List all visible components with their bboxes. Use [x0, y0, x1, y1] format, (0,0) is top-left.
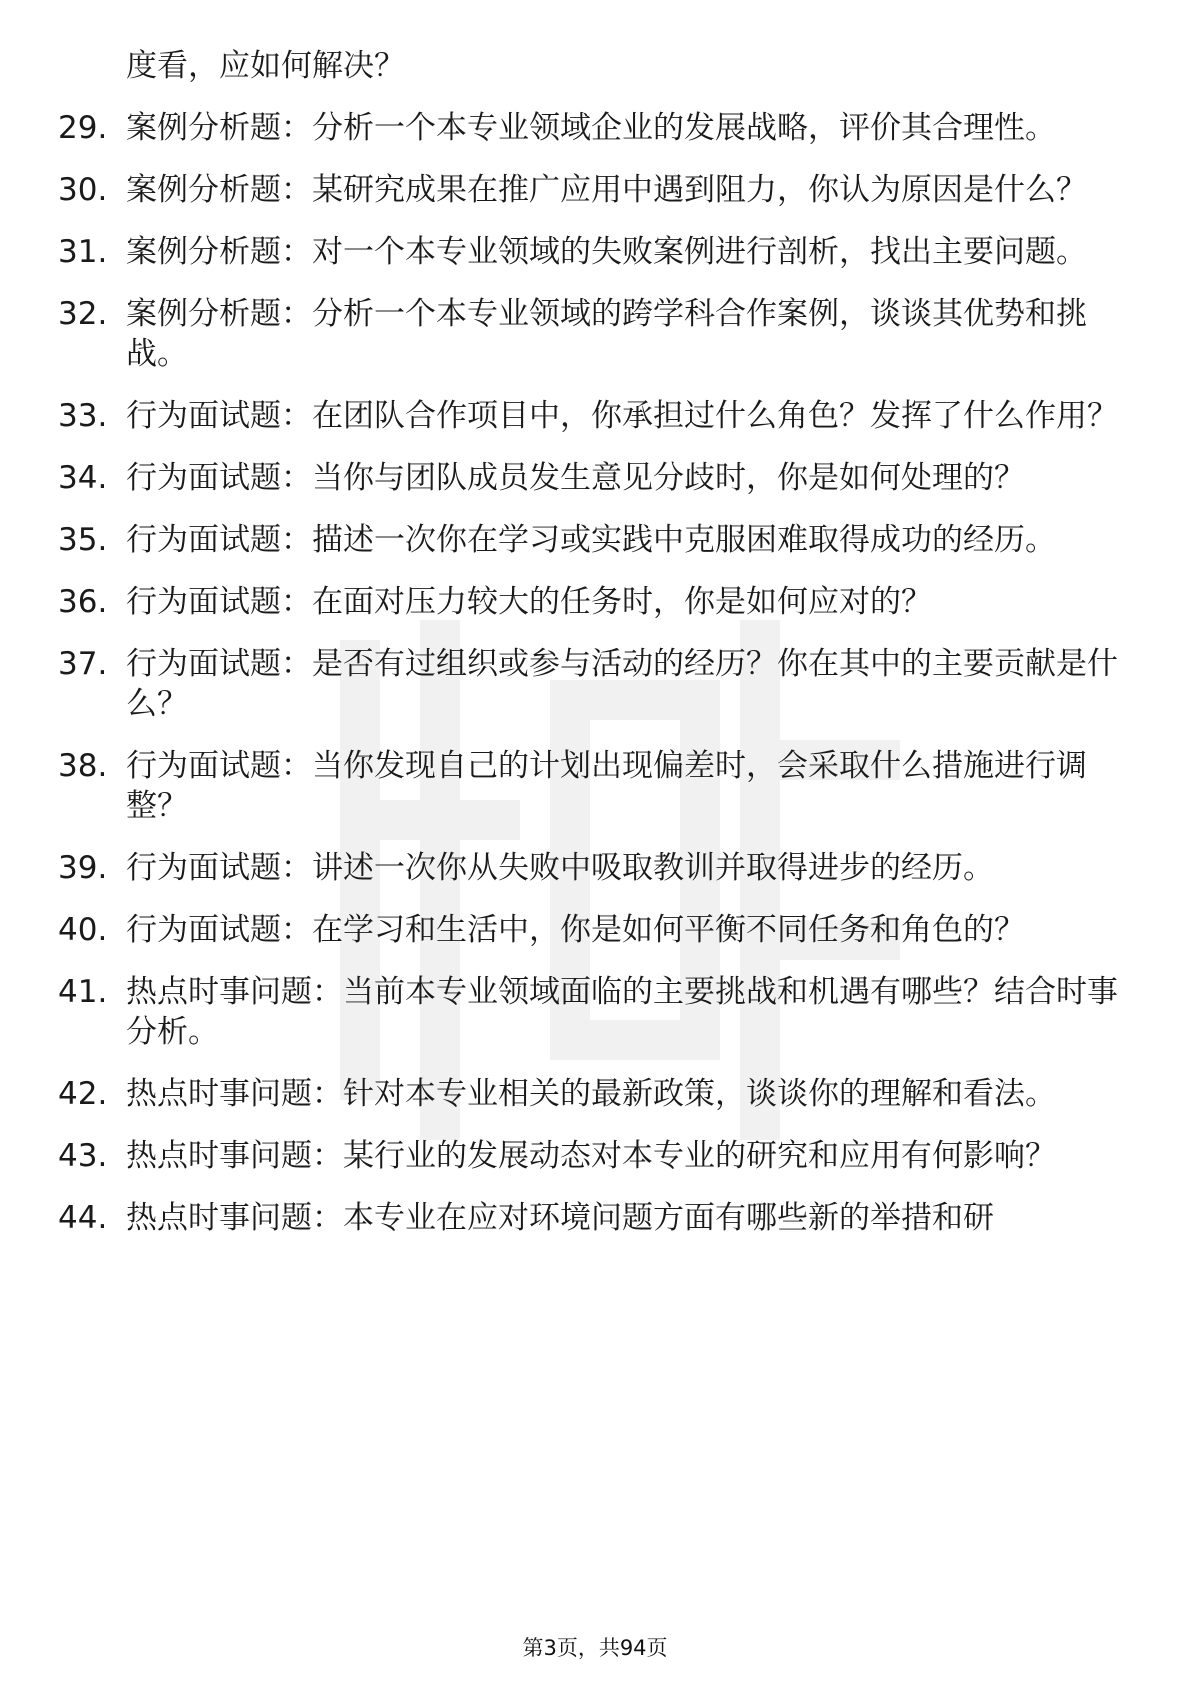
item-text: 热点时事问题：当前本专业领域面临的主要挑战和机遇有哪些？结合时事分析。: [126, 974, 1118, 1050]
list-item: [58, 644, 1118, 724]
item-text: 行为面试题：当你发现自己的计划出现偏差时，会采取什么措施进行调整？: [126, 748, 1087, 824]
item-text: 行为面试题：当你与团队成员发生意见分歧时，你是如何处理的？: [126, 460, 1025, 496]
item-text: 行为面试题：在面对压力较大的任务时，你是如何应对的？: [126, 584, 932, 620]
item-text: 行为面试题：在学习和生活中，你是如何平衡不同任务和角色的？: [126, 912, 1025, 948]
item-number: 40.: [58, 912, 108, 948]
item-number: 31.: [58, 234, 108, 270]
item-text: 热点时事问题：针对本专业相关的最新政策，谈谈你的理解和看法。: [126, 1076, 1056, 1112]
item-text: 热点时事问题：某行业的发展动态对本专业的研究和应用有何影响？: [126, 1138, 1056, 1174]
list-item: [58, 1074, 1118, 1114]
item-number: 35.: [58, 522, 108, 558]
list-item: [58, 972, 1118, 1052]
item-number: 30.: [58, 172, 108, 208]
item-number: 41.: [58, 974, 108, 1010]
list-item: [58, 458, 1118, 498]
item-number: 36.: [58, 584, 108, 620]
list-item: [58, 170, 1118, 210]
item-number: 37.: [58, 646, 108, 682]
list-item: [58, 1198, 1118, 1238]
item-number: 44.: [58, 1200, 108, 1236]
item-number: 33.: [58, 398, 108, 434]
list-item: [58, 520, 1118, 560]
item-number: 38.: [58, 748, 108, 784]
item-text: 案例分析题：对一个本专业领域的失败案例进行剖析，找出主要问题。: [126, 234, 1087, 270]
list-item: [58, 848, 1118, 888]
item-text: 行为面试题：描述一次你在学习或实践中克服困难取得成功的经历。: [126, 522, 1056, 558]
question-list: [58, 46, 1118, 1260]
list-item: [58, 232, 1118, 272]
list-item: [58, 1136, 1118, 1176]
list-item: [58, 910, 1118, 950]
list-item: [58, 746, 1118, 826]
list-item: [58, 294, 1118, 374]
page-number-footer: 第3页，共94页: [522, 1636, 668, 1660]
list-item: [58, 108, 1118, 148]
item-number: 32.: [58, 296, 108, 332]
item-text: 案例分析题：某研究成果在推广应用中遇到阻力，你认为原因是什么？: [126, 172, 1087, 208]
item-text: 行为面试题：是否有过组织或参与活动的经历？你在其中的主要贡献是什么？: [126, 646, 1118, 722]
item-number: 43.: [58, 1138, 108, 1174]
item-text: 案例分析题：分析一个本专业领域的跨学科合作案例，谈谈其优势和挑战。: [126, 296, 1087, 372]
item-number: 29.: [58, 110, 108, 146]
item-number: 42.: [58, 1076, 108, 1112]
item-number: 39.: [58, 850, 108, 886]
item-text: 热点时事问题：本专业在应对环境问题方面有哪些新的举措和研: [126, 1200, 994, 1236]
continuation-text: 度看，应如何解决？: [126, 48, 405, 84]
item-number: 34.: [58, 460, 108, 496]
item-text: 案例分析题：分析一个本专业领域企业的发展战略，评价其合理性。: [126, 110, 1056, 146]
item-text: 行为面试题：讲述一次你从失败中吸取教训并取得进步的经历。: [126, 850, 994, 886]
list-item: [58, 396, 1118, 436]
item-text: 行为面试题：在团队合作项目中，你承担过什么角色？发挥了什么作用？: [126, 398, 1118, 434]
list-item: [58, 582, 1118, 622]
